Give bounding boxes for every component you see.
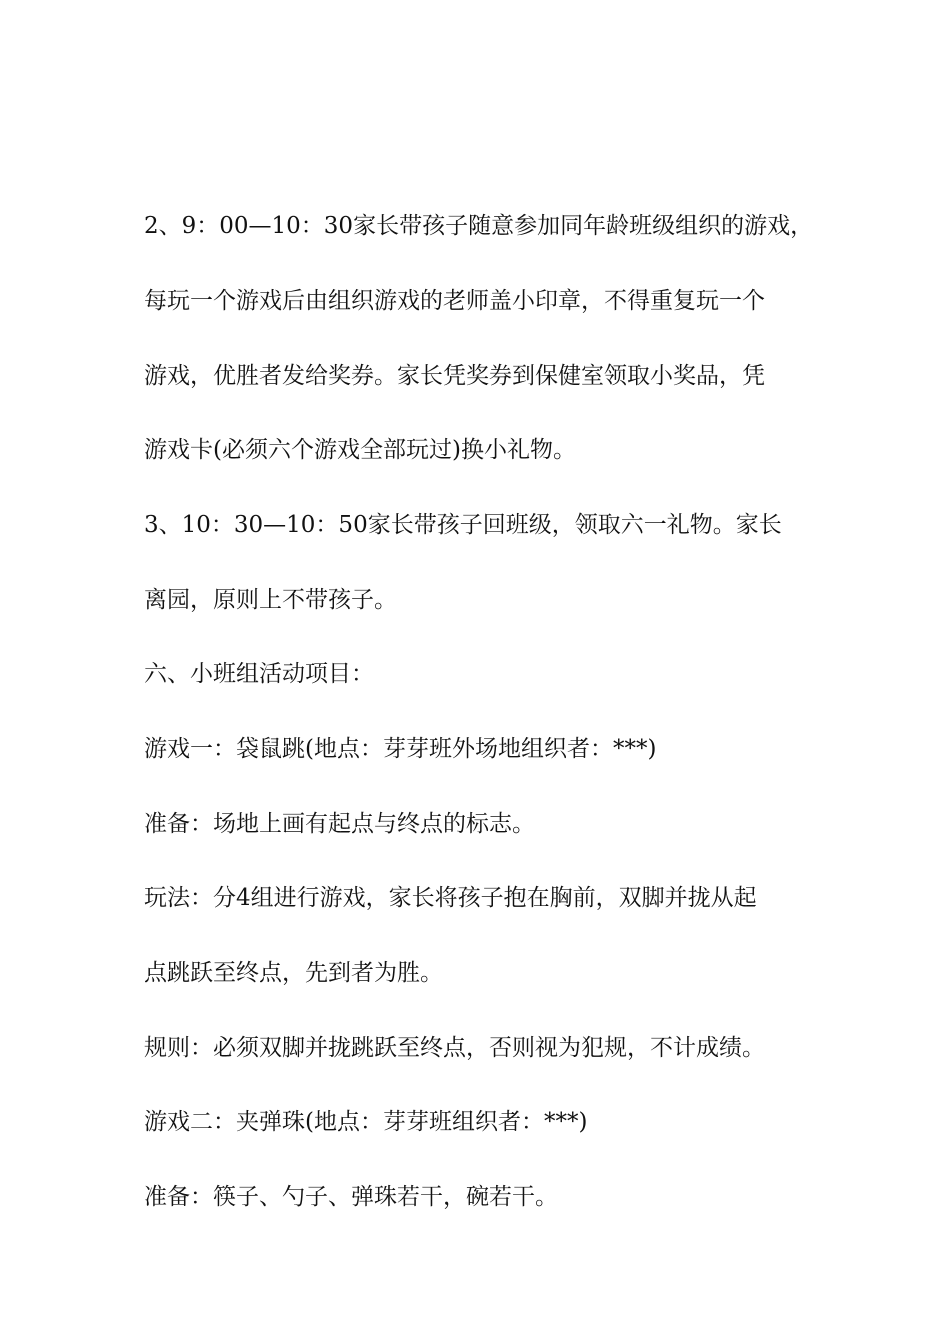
text-line: 准备：筷子、勺子、弹珠若干，碗若干。 bbox=[144, 1184, 558, 1210]
text-line: 游戏一：袋鼠跳(地点：芽芽班外场地组织者：***) bbox=[144, 736, 657, 762]
text-line: 点跳跃至终点，先到者为胜。 bbox=[144, 960, 443, 986]
text-line: 规则：必须双脚并拢跳跃至终点，否则视为犯规，不计成绩。 bbox=[144, 1035, 765, 1061]
text-line: 游戏，优胜者发给奖券。家长凭奖券到保健室领取小奖品，凭 bbox=[144, 363, 765, 389]
text-line: 游戏二：夹弹珠(地点：芽芽班组织者：***) bbox=[144, 1109, 588, 1135]
text-line: 2、9：00—10：30家长带孩子随意参加同年龄班级组织的游戏， bbox=[144, 213, 814, 239]
text-line: 玩法：分4组进行游戏，家长将孩子抱在胸前，双脚并拢从起 bbox=[144, 885, 757, 911]
text-line: 游戏卡(必须六个游戏全部玩过)换小礼物。 bbox=[144, 437, 576, 463]
text-line: 离园，原则上不带孩子。 bbox=[144, 587, 397, 613]
text-line: 3、10：30—10：50家长带孩子回班级，领取六一礼物。家长 bbox=[144, 512, 782, 538]
text-line: 每玩一个游戏后由组织游戏的老师盖小印章，不得重复玩一个 bbox=[144, 288, 765, 314]
text-line: 准备：场地上画有起点与终点的标志。 bbox=[144, 811, 535, 837]
section-heading: 六、小班组活动项目： bbox=[144, 661, 374, 687]
